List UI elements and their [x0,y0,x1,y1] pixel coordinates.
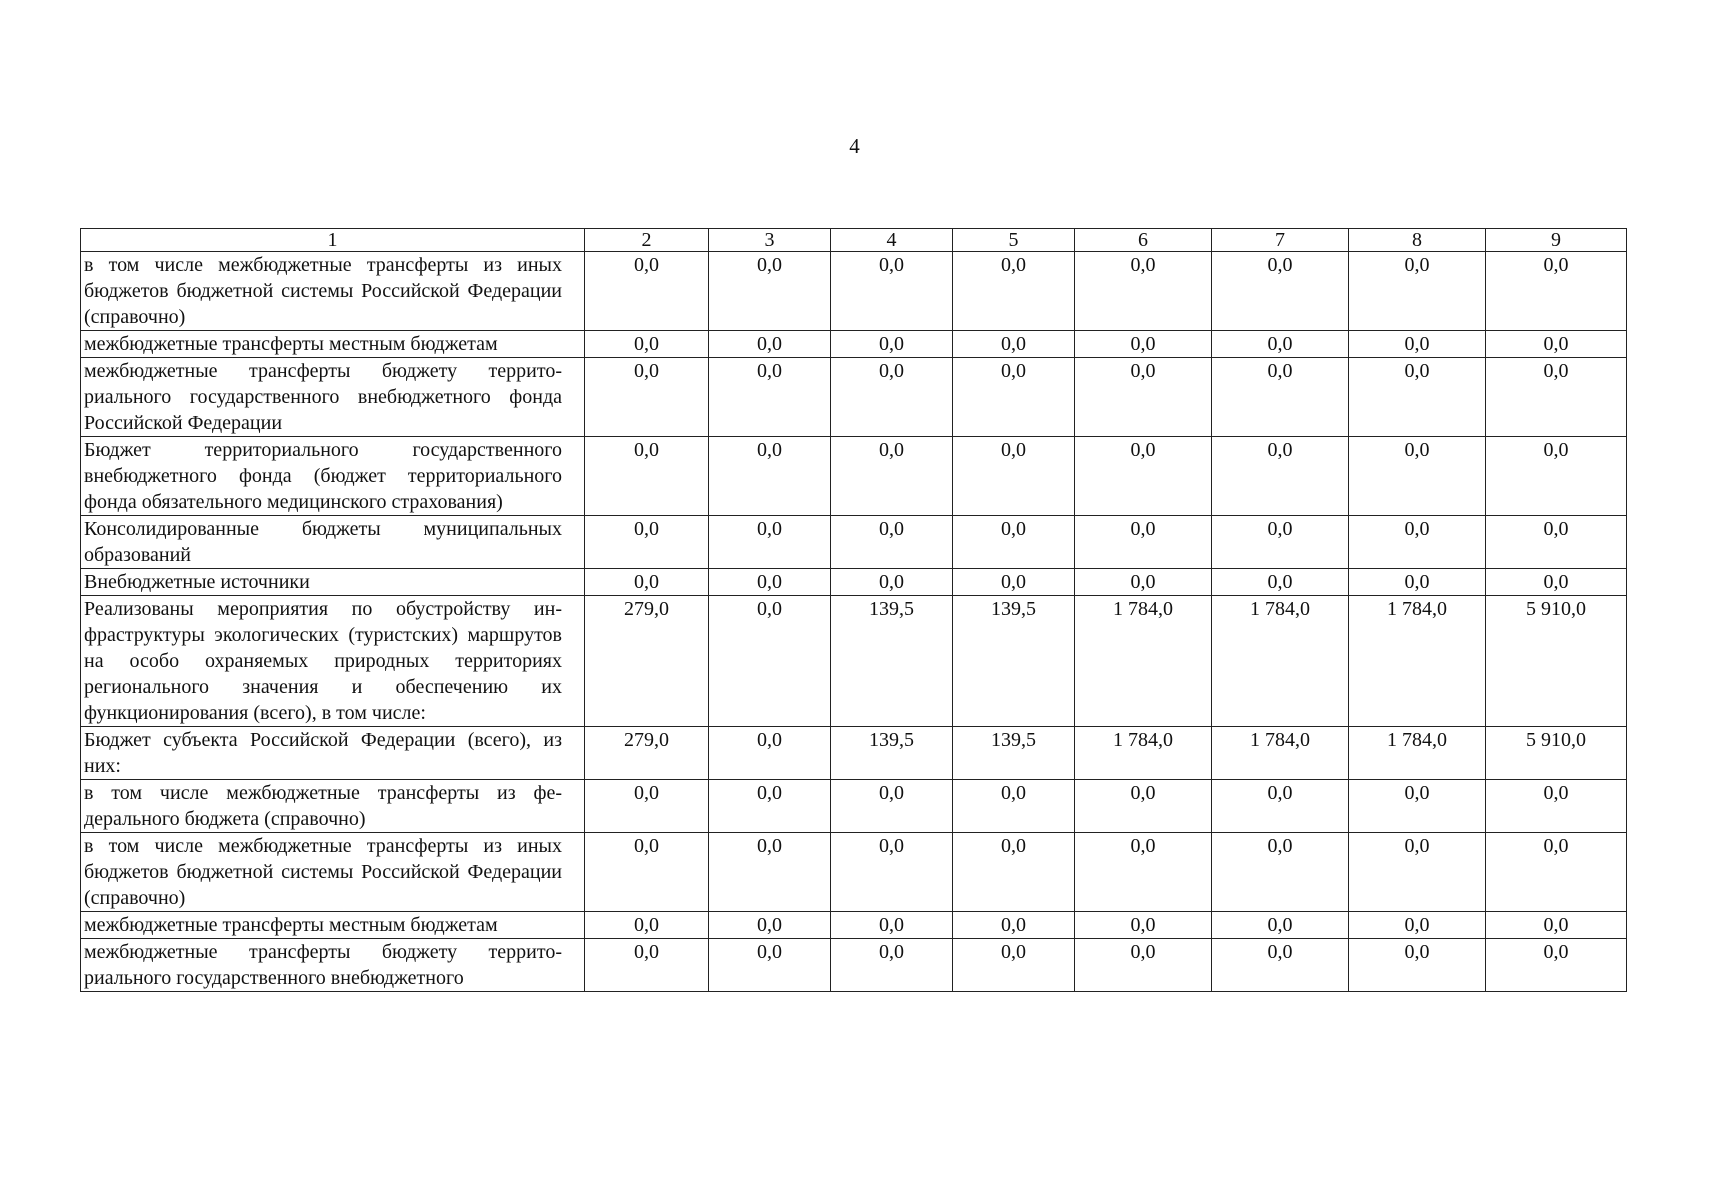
value-cell: 0,0 [953,358,1075,437]
value-cell: 0,0 [831,516,953,569]
value-cell: 0,0 [1486,516,1627,569]
table-row [81,331,1627,358]
value-cell: 0,0 [709,912,831,939]
table-row [81,833,1627,912]
table-row [81,516,1627,569]
value-cell: 0,0 [1349,252,1486,331]
value-cell: 0,0 [1486,252,1627,331]
value-cell: 0,0 [585,912,709,939]
row-label: межбюджетные трансферты местным бюджетам [81,912,585,939]
column-header: 7 [1212,229,1349,252]
table-header [81,229,1627,252]
value-cell: 0,0 [585,331,709,358]
value-cell: 0,0 [1075,939,1212,992]
column-header: 9 [1486,229,1627,252]
value-cell: 0,0 [585,437,709,516]
table-row [81,437,1627,516]
row-label: межбюджетные трансферты бюджету территориального государственного внебюджетного фонда Российской Федерации [81,358,585,437]
row-label: Бюджет субъекта Российской Федерации (всего), из них: [81,727,585,780]
value-cell: 0,0 [709,833,831,912]
value-cell: 0,0 [831,331,953,358]
value-cell: 1 784,0 [1212,727,1349,780]
column-header: 3 [709,229,831,252]
row-label: Консолидированные бюджеты муниципальных образований [81,516,585,569]
value-cell: 0,0 [1075,516,1212,569]
value-cell: 139,5 [953,596,1075,727]
value-cell: 0,0 [953,437,1075,516]
value-cell: 0,0 [953,569,1075,596]
value-cell: 0,0 [831,252,953,331]
table-row [81,358,1627,437]
value-cell: 0,0 [1486,331,1627,358]
value-cell: 0,0 [1349,516,1486,569]
budget-table [80,228,1627,992]
table-body [81,252,1627,992]
value-cell: 0,0 [1212,252,1349,331]
value-cell: 0,0 [1212,833,1349,912]
row-label: межбюджетные трансферты местным бюджетам [81,331,585,358]
value-cell: 0,0 [709,596,831,727]
value-cell: 0,0 [1349,331,1486,358]
value-cell: 1 784,0 [1075,727,1212,780]
value-cell: 0,0 [709,252,831,331]
value-cell: 0,0 [1349,939,1486,992]
value-cell: 1 784,0 [1349,727,1486,780]
value-cell: 0,0 [1212,358,1349,437]
table-row [81,596,1627,727]
value-cell: 0,0 [1349,912,1486,939]
value-cell: 0,0 [953,780,1075,833]
value-cell: 0,0 [953,331,1075,358]
value-cell: 0,0 [1212,331,1349,358]
value-cell: 0,0 [1486,437,1627,516]
column-header: 2 [585,229,709,252]
table-row [81,912,1627,939]
header-row [81,229,1627,252]
value-cell: 1 784,0 [1212,596,1349,727]
value-cell: 0,0 [585,252,709,331]
row-label: в том числе межбюджетные трансферты из иных бюджетов бюджетной системы Российской Федерации (справочно) [81,252,585,331]
value-cell: 5 910,0 [1486,596,1627,727]
value-cell: 0,0 [953,939,1075,992]
table-row [81,727,1627,780]
value-cell: 0,0 [709,437,831,516]
value-cell: 0,0 [1075,780,1212,833]
value-cell: 0,0 [1075,833,1212,912]
value-cell: 0,0 [953,912,1075,939]
value-cell: 0,0 [953,516,1075,569]
value-cell: 0,0 [1212,780,1349,833]
page-number: 4 [849,134,860,158]
value-cell: 0,0 [953,252,1075,331]
value-cell: 0,0 [585,939,709,992]
value-cell: 139,5 [831,727,953,780]
value-cell: 0,0 [1486,780,1627,833]
value-cell: 0,0 [1075,569,1212,596]
row-label: Реализованы мероприятия по обустройству инфраструктуры экологических (туристских) маршрутов на особо охраняемых природных территориях регионального значения и обеспечению их функционирования (всего), в том числе: [81,596,585,727]
value-cell: 139,5 [831,596,953,727]
row-label: в том числе межбюджетные трансферты из федерального бюджета (справочно) [81,780,585,833]
column-header: 1 [81,229,585,252]
value-cell: 0,0 [1075,437,1212,516]
column-header: 6 [1075,229,1212,252]
value-cell: 0,0 [1075,252,1212,331]
value-cell: 0,0 [709,358,831,437]
value-cell: 0,0 [953,833,1075,912]
value-cell: 0,0 [831,833,953,912]
column-header: 5 [953,229,1075,252]
value-cell: 0,0 [1486,358,1627,437]
value-cell: 139,5 [953,727,1075,780]
value-cell: 0,0 [831,912,953,939]
value-cell: 0,0 [585,569,709,596]
value-cell: 0,0 [831,437,953,516]
value-cell: 0,0 [1075,331,1212,358]
row-label: в том числе межбюджетные трансферты из иных бюджетов бюджетной системы Российской Федерации (справочно) [81,833,585,912]
column-header: 8 [1349,229,1486,252]
value-cell: 0,0 [1486,569,1627,596]
value-cell: 279,0 [585,727,709,780]
value-cell: 0,0 [831,358,953,437]
value-cell: 0,0 [1349,780,1486,833]
value-cell: 0,0 [1486,912,1627,939]
value-cell: 0,0 [585,358,709,437]
value-cell: 1 784,0 [1349,596,1486,727]
value-cell: 0,0 [1486,833,1627,912]
value-cell: 0,0 [1349,437,1486,516]
row-label: межбюджетные трансферты бюджету территориального государственного внебюджетного [81,939,585,992]
value-cell: 0,0 [709,939,831,992]
value-cell: 0,0 [709,727,831,780]
row-label: Внебюджетные источники [81,569,585,596]
value-cell: 0,0 [831,780,953,833]
value-cell: 0,0 [1349,833,1486,912]
value-cell: 0,0 [585,780,709,833]
value-cell: 0,0 [1212,939,1349,992]
value-cell: 1 784,0 [1075,596,1212,727]
table-row [81,780,1627,833]
value-cell: 0,0 [1486,939,1627,992]
value-cell: 0,0 [1075,358,1212,437]
table-row [81,569,1627,596]
value-cell: 0,0 [1212,569,1349,596]
value-cell: 0,0 [1212,516,1349,569]
value-cell: 0,0 [1212,912,1349,939]
column-header: 4 [831,229,953,252]
value-cell: 0,0 [831,569,953,596]
value-cell: 0,0 [709,569,831,596]
table-row [81,252,1627,331]
table-row [81,939,1627,992]
value-cell: 0,0 [1075,912,1212,939]
value-cell: 0,0 [585,516,709,569]
value-cell: 0,0 [585,833,709,912]
value-cell: 0,0 [1212,437,1349,516]
value-cell: 0,0 [709,780,831,833]
value-cell: 0,0 [1349,358,1486,437]
row-label: Бюджет территориального государственного внебюджетного фонда (бюджет территориального фонда обязательного медицинского страхования) [81,437,585,516]
value-cell: 0,0 [1349,569,1486,596]
value-cell: 5 910,0 [1486,727,1627,780]
value-cell: 0,0 [709,516,831,569]
value-cell: 0,0 [709,331,831,358]
value-cell: 279,0 [585,596,709,727]
value-cell: 0,0 [831,939,953,992]
